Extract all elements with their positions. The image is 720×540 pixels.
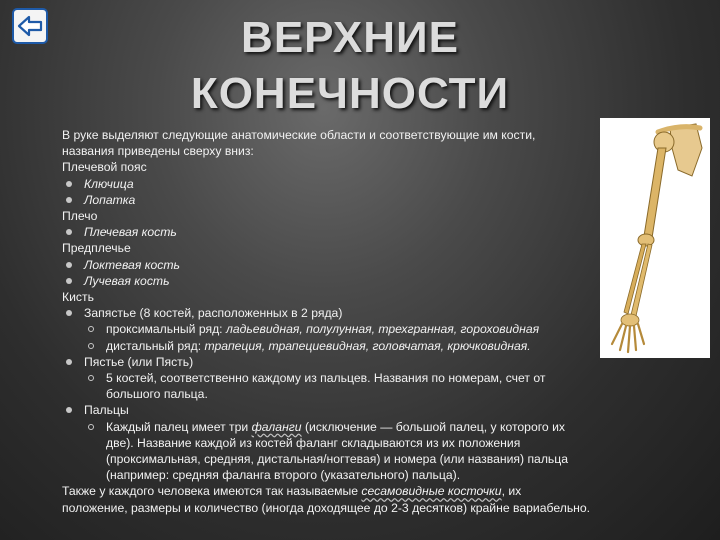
- phalanx-term: фаланги: [251, 419, 302, 434]
- sub-bullet-distal: [62, 338, 672, 354]
- section-forearm: Предплечье: [62, 241, 131, 256]
- outro-text-b: , их: [501, 484, 522, 499]
- section-hand: Кисть: [62, 290, 94, 305]
- back-button[interactable]: [12, 8, 48, 44]
- page-title: [170, 10, 530, 122]
- bullet-ulna: Локтевая кость: [62, 257, 672, 273]
- outro-line-2: положение, размеры и количество (иногда доходящее до 2-3 десятков) крайне вариабельно.: [62, 500, 591, 515]
- sub-bullet-metacarpus-desc: 5 костей, соответственно каждому из пальцев. Названия по номерам, счет от: [62, 370, 672, 386]
- metacarpus-desc-cont: большого пальца.: [106, 387, 208, 402]
- bullet-clavicle: Ключица: [62, 176, 672, 192]
- content-text: [62, 127, 672, 516]
- bullet-metacarpus: Пястье (или Пясть): [62, 354, 672, 370]
- sub-bullet-fingers-desc: [62, 419, 672, 435]
- title-line-2: КОНЕЧНОСТИ: [190, 69, 510, 118]
- intro-line-2: названия приведены сверху вниз:: [62, 144, 254, 159]
- proximal-label: проксимальный ряд:: [106, 322, 226, 337]
- sub-bullet-proximal: [62, 321, 672, 337]
- bullet-radius: Лучевая кость: [62, 273, 672, 289]
- bullet-fingers: Пальцы: [62, 402, 672, 418]
- fingers-text-a: Каждый палец имеет три: [106, 419, 252, 434]
- distal-bones: трапеция, трапециевидная, головчатая, крючковидная.: [204, 338, 531, 353]
- bullet-scapula: Лопатка: [62, 192, 672, 208]
- bullet-wrist: Запястье (8 костей, расположенных в 2 ряда): [62, 305, 672, 321]
- section-shoulder-girdle: Плечевой пояс: [62, 160, 147, 175]
- outro-text-a: Также у каждого человека имеются так называемые: [62, 484, 362, 499]
- outro-line-1: [62, 483, 672, 499]
- intro-line-1: В руке выделяют следующие анатомические области и соответствующие им кости,: [62, 128, 536, 142]
- fingers-desc-line-2: две). Название каждой из костей фаланг складываются из их положения: [106, 435, 521, 450]
- bullet-humerus: Плечевая кость: [62, 224, 672, 240]
- fingers-desc-line-3: (проксимальная, средняя, дистальная/ногтевая) и номера (или названия) пальца: [106, 452, 569, 467]
- fingers-text-b: (исключение — большой палец, у которого их: [301, 419, 565, 434]
- title-line-1: ВЕРХНИЕ: [241, 13, 459, 62]
- proximal-bones: ладьевидная, полулунная, трехгранная, гороховидная: [225, 322, 540, 337]
- distal-label: дистальный ряд:: [106, 338, 205, 353]
- section-shoulder: Плечо: [62, 209, 98, 224]
- back-arrow-icon: [12, 8, 48, 44]
- fingers-desc-line-4: (например: средняя фаланга второго (указательного) пальца).: [106, 468, 461, 483]
- sesamoid-term: сесамовидные косточки: [361, 484, 502, 499]
